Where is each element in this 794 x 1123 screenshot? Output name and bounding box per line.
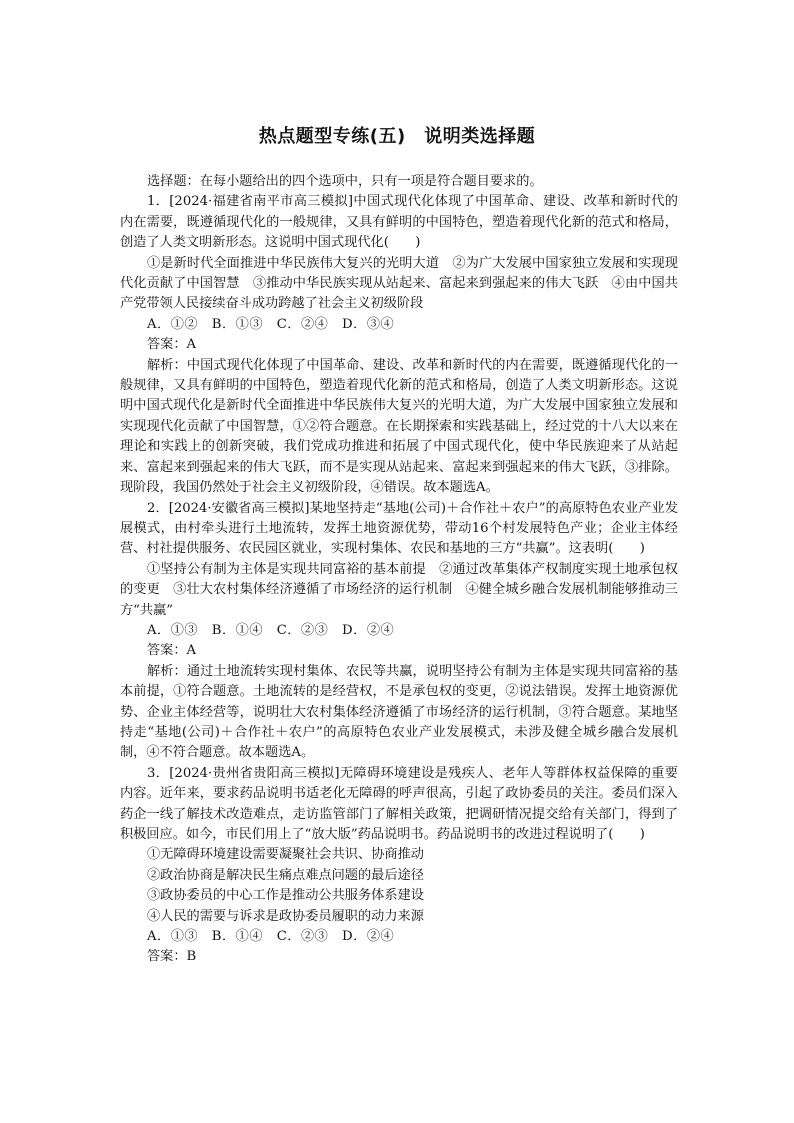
question-1-statements: ①是新时代全面推进中华民族伟大复兴的光明大道 ②为广大发展中国家独立发展和实现现代化贡献了中国智慧 ③推动中华民族实现从站起来、富起来到强起来的伟大飞跃 ④由中国共产党带领人民接续奋斗成功跨越了社会主义初级阶段 (120, 255, 678, 312)
question-2-answer: 答案：A (147, 643, 197, 659)
question-2-analysis: 解析：通过土地流转实现村集体、农民等共赢，说明坚持公有制为主体是实现共同富裕的基本前提，①符合题意。土地流转的是经营权，不是承包权的变更，②说法错误。发挥土地资源优势、企业主体经营等，说明壮大农村集体经济遵循了市场经济的运行机制，③符合题意。某地坚持走“基地(公司)＋合作社＋农户”的高原特色农业产业发展模式，未涉及健全城乡融合发展机制，④不符合题意。故本题选A。 (120, 663, 678, 761)
instructions: 选择题：在每小题给出的四个选项中，只有一项是符合题目要求的。 (147, 174, 543, 189)
question-2-options: A．①③ B．①④ C．②③ D．②④ (147, 622, 395, 638)
question-3-answer: 答案：B (147, 949, 197, 965)
question-3-statement: ②政治协商是解决民生痛点难点问题的最后途径 (147, 867, 424, 883)
question-3-statement: ④人民的需要与诉求是政协委员履职的动力来源 (147, 908, 424, 924)
question-2-stem: 2．[2024·安徽省高三模拟]某地坚持走“基地(公司)＋合作社＋农户”的高原特色农业产业发展模式，由村牵头进行土地流转，发挥土地资源优势，带动16个村发展特色产业；企业主体经营、村社提供服务、农民园区就业，实现村集体、农民和基地的三方“共赢”。这表明( ) (120, 500, 678, 557)
question-3-statement: ③政协委员的中心工作是推动公共服务体系建设 (147, 888, 424, 904)
question-1-analysis: 解析：中国式现代化体现了中国革命、建设、改革和新时代的内在需要，既遵循现代化的一般规律，又具有鲜明的中国特色，塑造着现代化新的范式和格局，创造了人类文明新形态。这说明中国式现代化是新时代全面推进中华民族伟大复兴的光明大道，为广大发展中国家独立发展和实现现代化贡献了中国智慧，①②符合题意。在长期探索和实践基础上，经过党的十八大以来在理论和实践上的创新突破，我们党成功推进和拓展了中国式现代化，使中华民族迎来了从站起来、富起来到强起来的伟大飞跃，而不是实现从站起来、富起来到强起来的伟大飞跃，③排除。现阶段，我国仍然处于社会主义初级阶段，④错误。故本题选A。 (120, 357, 678, 496)
question-3-options: A．①③ B．①④ C．②③ D．②④ (147, 929, 395, 945)
question-3-stem: 3．[2024·贵州省贵阳高三模拟]无障碍环境建设是残疾人、老年人等群体权益保障的重要内容。近年来，要求药品说明书适老化无障碍的呼声很高，引起了政协委员的关注。委员们深入药企一线了解技术改造难点，走访监管部门了解相关政策，把调研情况提交给有关部门，得到了积极回应。如今，市民们用上了“放大版”药品说明书。药品说明书的改进过程说明了( ) (120, 765, 678, 842)
question-2-statements: ①坚持公有制为主体是实现共同富裕的基本前提 ②通过改革集体产权制度实现土地承包权的变更 ③壮大农村集体经济遵循了市场经济的运行机制 ④健全城乡融合发展机制能够推动三方“共赢” (120, 561, 678, 618)
question-1-stem: 1．[2024·福建省南平市高三模拟]中国式现代化体现了中国革命、建设、改革和新时代的内在需要，既遵循现代化的一般规律，又具有鲜明的中国特色，塑造着现代化新的范式和格局，创造了人类文明新形态。这说明中国式现代化( ) (120, 194, 678, 251)
question-3-statement: ①无障碍环境建设需要凝聚社会共识、协商推动 (147, 847, 424, 863)
document-body (120, 172, 678, 968)
question-1-answer: 答案：A (147, 337, 197, 353)
page-title: 热点题型专练(五) 说明类选择题 (258, 126, 536, 147)
question-1-options: A．①② B．①③ C．②④ D．③④ (147, 316, 395, 332)
